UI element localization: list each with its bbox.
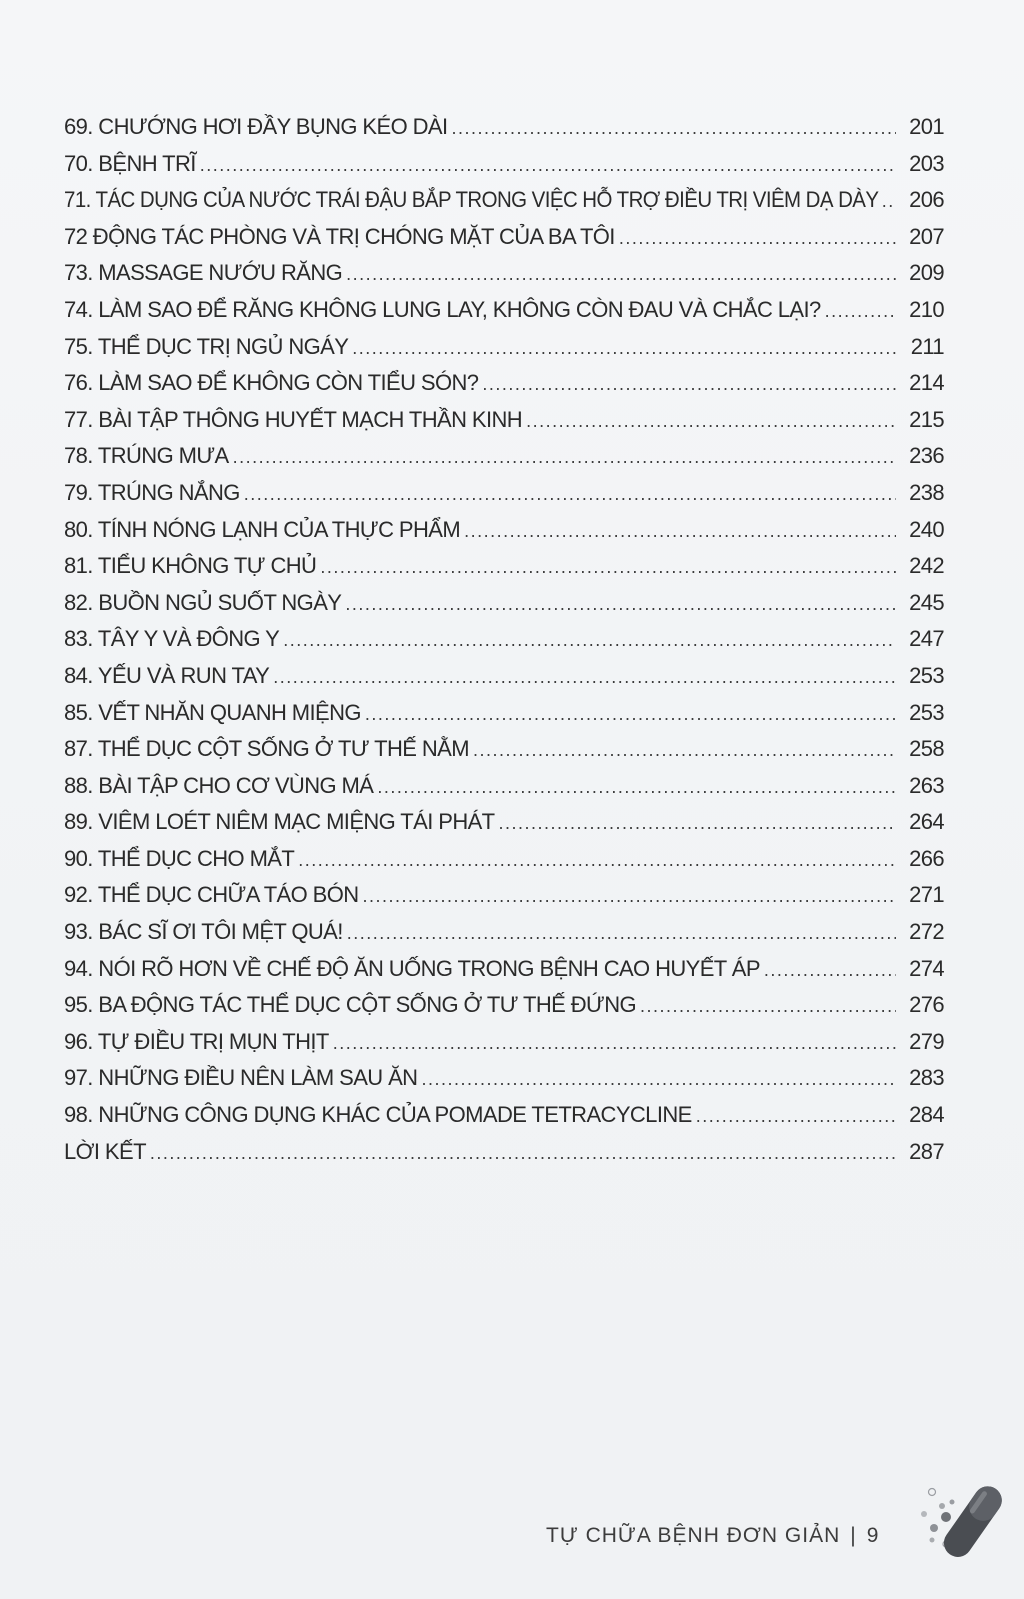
toc-entry-title: 79. TRÚNG NẮNG — [64, 479, 240, 505]
toc-entry — [64, 809, 944, 846]
toc-entry-page: 271 — [909, 882, 944, 908]
toc-entry — [64, 114, 944, 151]
toc-entry-page: 279 — [909, 1028, 944, 1054]
toc-dot-leader — [464, 521, 896, 542]
toc-dot-leader — [473, 740, 896, 761]
toc-entry — [64, 260, 944, 297]
toc-entry — [64, 407, 944, 444]
toc-entry-page: 274 — [909, 955, 944, 981]
toc-entry-page: 247 — [909, 626, 944, 652]
toc-entry — [64, 846, 944, 883]
toc-dot-leader — [526, 411, 896, 432]
toc-entry — [64, 626, 944, 663]
toc-entry-page: 266 — [909, 845, 944, 871]
toc-entry-page: 284 — [909, 1102, 944, 1128]
toc-entry-title: 95. BA ĐỘNG TÁC THỂ DỤC CỘT SỐNG Ở TƯ THẾ ĐỨNG — [64, 992, 637, 1018]
toc-entry-title: 76. LÀM SAO ĐỂ KHÔNG CÒN TIỂU SÓN? — [64, 370, 479, 396]
toc-entry — [64, 480, 944, 517]
toc-dot-leader — [283, 630, 896, 651]
page-number: 9 — [866, 1524, 880, 1547]
toc-dot-leader — [346, 264, 896, 285]
toc-dot-leader — [200, 155, 896, 176]
toc-dot-leader — [233, 447, 896, 468]
toc-dot-leader — [347, 923, 896, 944]
toc-entry-title: 80. TÍNH NÓNG LẠNH CỦA THỰC PHẨM — [64, 516, 461, 542]
toc-entry-title: 98. NHỮNG CÔNG DỤNG KHÁC CỦA POMADE TETRACYCLINE — [64, 1102, 692, 1128]
toc-entry — [64, 700, 944, 737]
toc-entry-title: 84. YẾU VÀ RUN TAY — [64, 662, 270, 688]
toc-entry-title: 96. TỰ ĐIỀU TRỊ MỤN THỊT — [64, 1028, 329, 1054]
toc-entry-page: 238 — [909, 479, 944, 505]
toc-dot-leader — [244, 484, 896, 505]
toc-entry — [64, 443, 944, 480]
toc-entry-title: 82. BUỒN NGỦ SUỐT NGÀY — [64, 589, 342, 615]
toc-entry-title: 77. BÀI TẬP THÔNG HUYẾT MẠCH THẦN KINH — [64, 406, 523, 432]
toc-entry-page: 263 — [909, 772, 944, 798]
table-of-contents — [64, 114, 944, 1175]
toc-entry-title: 94. NÓI RÕ HƠN VỀ CHẾ ĐỘ ĂN UỐNG TRONG BỆNH CAO HUYẾT ÁP — [64, 955, 760, 981]
toc-entry-title: 97. NHỮNG ĐIỀU NÊN LÀM SAU ĂN — [64, 1065, 418, 1091]
toc-dot-leader — [421, 1069, 896, 1090]
toc-entry-page: 240 — [909, 516, 944, 542]
toc-entry-page: 264 — [909, 809, 944, 835]
toc-dot-leader — [825, 301, 896, 322]
toc-entry — [64, 773, 944, 810]
toc-entry-page: 283 — [909, 1065, 944, 1091]
toc-entry — [64, 370, 944, 407]
toc-dot-leader — [377, 777, 896, 798]
toc-entry-title: 90. THỂ DỤC CHO MẮT — [64, 845, 295, 871]
toc-entry — [64, 151, 944, 188]
toc-entry — [64, 590, 944, 627]
toc-entry-title: LỜI KẾT — [64, 1138, 146, 1164]
toc-entry — [64, 517, 944, 554]
toc-entry-page: 242 — [909, 553, 944, 579]
toc-dot-leader — [451, 118, 896, 139]
toc-dot-leader — [363, 886, 896, 907]
toc-entry-title: 85. VẾT NHĂN QUANH MIỆNG — [64, 699, 361, 725]
toc-entry-page: 215 — [909, 406, 944, 432]
page-footer — [546, 1516, 879, 1556]
toc-dot-leader — [298, 850, 896, 871]
toc-entry-page: 272 — [909, 919, 944, 945]
toc-dot-leader — [764, 960, 896, 981]
toc-entry-page: 276 — [909, 992, 944, 1018]
toc-entry-page: 211 — [910, 333, 944, 359]
toc-entry-page: 206 — [909, 187, 944, 213]
toc-entry-page: 207 — [909, 223, 944, 249]
toc-dot-leader — [273, 667, 896, 688]
toc-entry-page: 203 — [909, 150, 944, 176]
toc-entry-title: 70. BỆNH TRĨ — [64, 150, 196, 176]
toc-entry-title: 92. THỂ DỤC CHỮA TÁO BÓN — [64, 882, 359, 908]
toc-dot-leader — [482, 374, 896, 395]
toc-entry-title: 93. BÁC SĨ ƠI TÔI MỆT QUÁ! — [64, 919, 343, 945]
toc-entry — [64, 1065, 944, 1102]
toc-entry-title: 81. TIỂU KHÔNG TỰ CHỦ — [64, 553, 317, 579]
toc-entry — [64, 224, 944, 261]
toc-dot-leader — [352, 338, 896, 359]
toc-entry-title: 75. THỂ DỤC TRỊ NGỦ NGÁY — [64, 333, 349, 359]
toc-entry-page: 245 — [909, 589, 944, 615]
toc-entry-page: 210 — [909, 296, 944, 322]
toc-dot-leader — [365, 704, 896, 725]
toc-entry-title: 88. BÀI TẬP CHO CƠ VÙNG MÁ — [64, 772, 374, 798]
toc-dot-leader — [150, 1143, 896, 1164]
toc-dot-leader — [619, 228, 896, 249]
toc-entry — [64, 334, 944, 371]
toc-entry-page: 209 — [909, 260, 944, 286]
toc-dot-leader — [499, 813, 896, 834]
toc-entry-page: 201 — [909, 114, 944, 139]
toc-entry — [64, 297, 944, 334]
toc-entry-page: 258 — [909, 736, 944, 762]
toc-entry — [64, 553, 944, 590]
toc-entry — [64, 187, 944, 224]
toc-entry-title: 74. LÀM SAO ĐỂ RĂNG KHÔNG LUNG LAY, KHÔNG CÒN ĐAU VÀ CHẮC LẠI? — [64, 296, 821, 322]
toc-entry-title: 89. VIÊM LOÉT NIÊM MẠC MIỆNG TÁI PHÁT — [64, 809, 495, 835]
toc-entry-title: 73. MASSAGE NƯỚU RĂNG — [64, 260, 343, 286]
toc-entry — [64, 1029, 944, 1066]
toc-entry-title: 78. TRÚNG MƯA — [64, 443, 229, 469]
footer-separator: | — [850, 1524, 857, 1547]
toc-entry-title: 87. THỂ DỤC CỘT SỐNG Ở TƯ THẾ NẰM — [64, 736, 469, 762]
toc-entry-title: 72 ĐỘNG TÁC PHÒNG VÀ TRỊ CHÓNG MẶT CỦA BA TÔI — [64, 223, 615, 249]
toc-entry-title: 83. TÂY Y VÀ ĐÔNG Y — [64, 626, 280, 652]
toc-entry-page: 214 — [909, 370, 944, 396]
toc-entry — [64, 736, 944, 773]
toc-entry-page: 253 — [909, 662, 944, 688]
toc-dot-leader — [320, 557, 896, 578]
toc-entry — [64, 919, 944, 956]
toc-entry-page: 253 — [909, 699, 944, 725]
toc-entry — [64, 956, 944, 993]
toc-entry-page: 287 — [909, 1138, 944, 1164]
book-title: TỰ CHỮA BỆNH ĐƠN GIẢN — [546, 1524, 841, 1547]
toc-dot-leader — [345, 594, 896, 615]
toc-entry — [64, 663, 944, 700]
toc-dot-leader — [882, 191, 896, 212]
toc-entry — [64, 882, 944, 919]
toc-dot-leader — [640, 996, 896, 1017]
toc-entry — [64, 992, 944, 1029]
toc-dot-leader — [696, 1106, 896, 1127]
toc-entry-title: 71. TÁC DỤNG CỦA NƯỚC TRÁI ĐẬU BẮP TRONG VIỆC HỖ TRỢ ĐIỀU TRỊ VIÊM DẠ DÀY — [64, 187, 879, 213]
toc-entry-title: 69. CHƯỚNG HƠI ĐẦY BỤNG KÉO DÀI — [64, 114, 448, 139]
toc-entry-page: 236 — [909, 443, 944, 469]
toc-entry — [64, 1102, 944, 1139]
toc-dot-leader — [333, 1033, 896, 1054]
capsule-pill-icon — [912, 1470, 1022, 1580]
toc-entry — [64, 1139, 944, 1176]
